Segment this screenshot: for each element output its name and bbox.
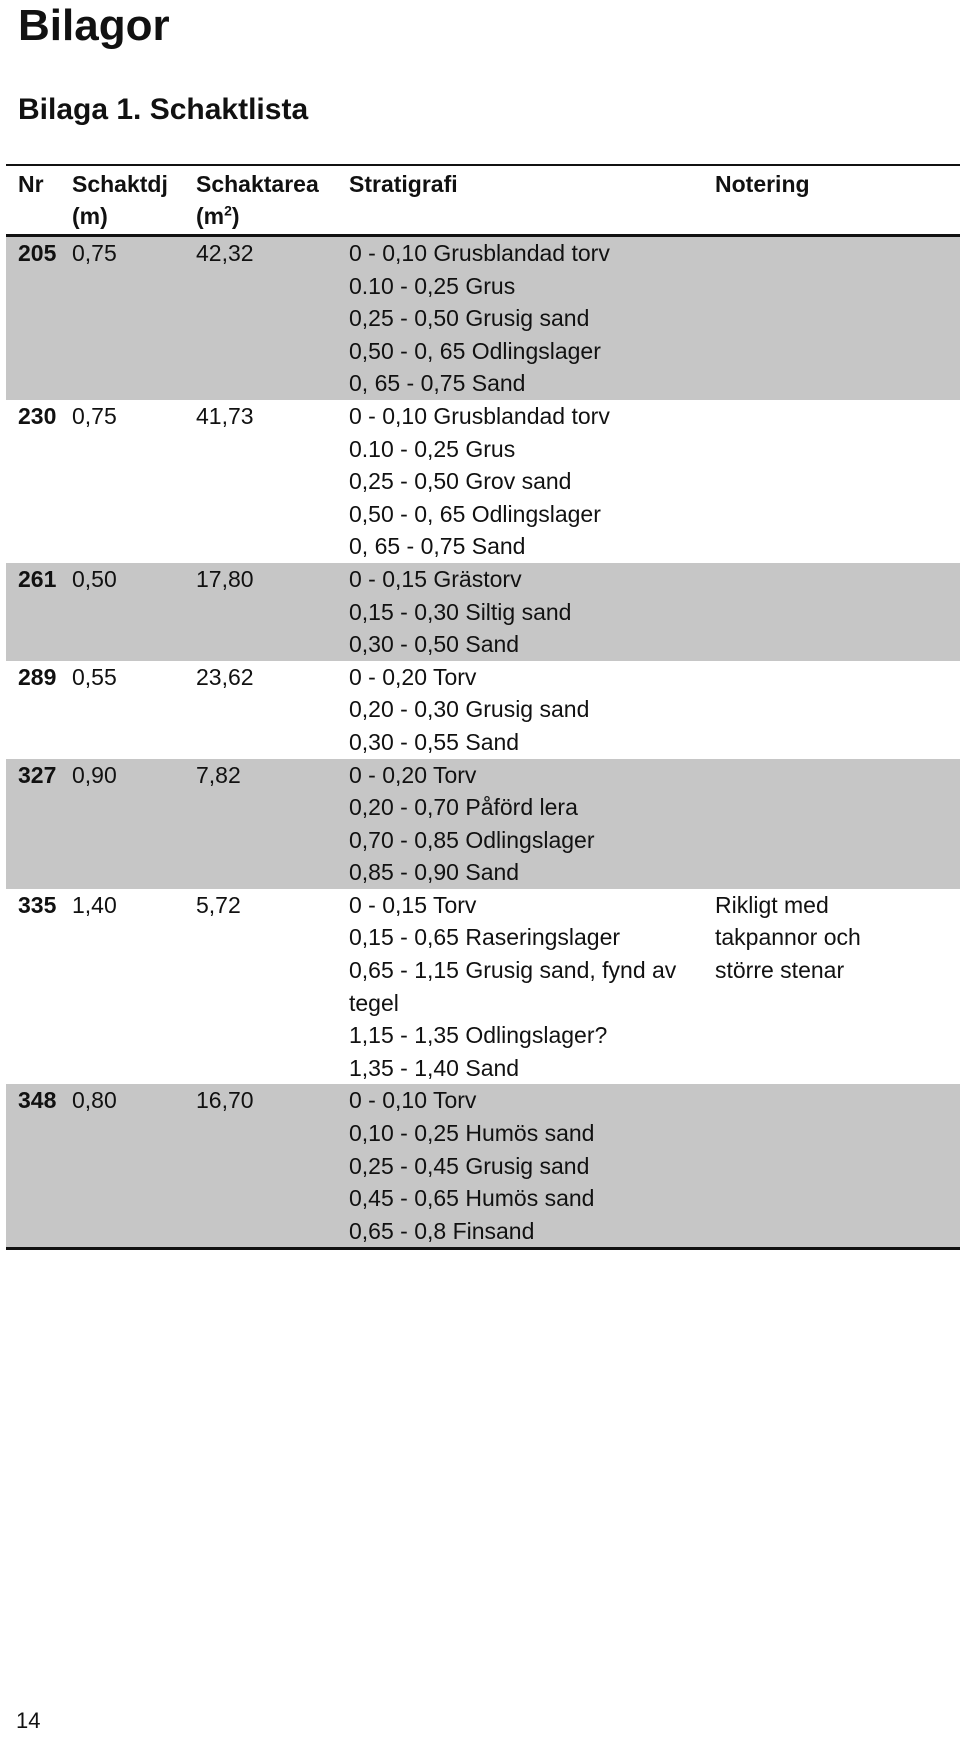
cell-schaktdjup: 0,50 [72, 565, 117, 592]
stratigrafi-layer: 0 - 0,10 Torv [349, 1087, 477, 1114]
header-schaktarea-unit: (m [196, 203, 225, 229]
table-row [6, 563, 960, 661]
notering-line: Rikligt med [715, 891, 829, 918]
stratigrafi-layer: 0,85 - 0,90 Sand [349, 859, 520, 886]
stratigrafi-layer: 0 - 0,10 Grusblandad torv [349, 240, 610, 266]
header-schaktdjup-line2: (m) [72, 203, 108, 229]
page-number: 14 [16, 1708, 41, 1733]
table-row [6, 400, 960, 563]
stratigrafi-layer: 0, 65 - 0,75 Sand [349, 533, 526, 560]
stratigrafi-layer: 0,45 - 0,65 Humös sand [349, 1185, 595, 1212]
cell-notering [715, 759, 960, 889]
cell-schaktdjup: 0,90 [72, 761, 117, 788]
header-schaktdjup [72, 165, 196, 236]
table-row [6, 759, 960, 889]
cell-schaktdjup: 0,75 [72, 402, 117, 429]
cell-stratigrafi [349, 236, 715, 400]
stratigrafi-layer: 0 - 0,15 Torv [349, 891, 477, 918]
table-row [6, 889, 960, 1085]
stratigrafi-layer: 0 - 0,20 Torv [349, 663, 477, 690]
cell-stratigrafi [349, 759, 715, 889]
stratigrafi-layer: 1,15 - 1,35 Odlingslager? [349, 1022, 608, 1049]
header-schaktarea-unit-sup: 2 [224, 202, 232, 219]
stratigrafi-layer: 0,25 - 0,45 Grusig sand [349, 1152, 590, 1179]
cell-stratigrafi [349, 889, 715, 1085]
stratigrafi-layer: 0, 65 - 0,75 Sand [349, 370, 526, 397]
page-title: Bilagor [18, 1, 170, 50]
stratigrafi-layer: 0,50 - 0, 65 Odlingslager [349, 500, 601, 527]
cell-schaktarea: 16,70 [196, 1087, 254, 1114]
cell-schaktarea: 7,82 [196, 761, 241, 788]
table-row [6, 1084, 960, 1248]
cell-nr: 348 [18, 1087, 57, 1114]
cell-schaktarea: 5,72 [196, 891, 241, 918]
schaktlista-table [6, 164, 960, 1250]
table-row [6, 661, 960, 759]
header-schaktarea-line1: Schaktarea [196, 171, 319, 197]
stratigrafi-layer: 0,65 - 1,15 Grusig sand, fynd av tegel [349, 957, 677, 1016]
stratigrafi-layer: 0,30 - 0,55 Sand [349, 728, 520, 755]
cell-notering [715, 661, 960, 759]
stratigrafi-layer: 1,35 - 1,40 Sand [349, 1054, 520, 1081]
cell-nr: 289 [18, 663, 57, 690]
notering-line: större stenar [715, 957, 845, 984]
cell-schaktarea: 42,32 [196, 240, 254, 266]
cell-nr: 261 [18, 565, 57, 592]
stratigrafi-layer: 0.10 - 0,25 Grus [349, 435, 516, 462]
stratigrafi-layer: 0,15 - 0,65 Raseringslager [349, 924, 621, 951]
stratigrafi-layer: 0 - 0,10 Grusblandad torv [349, 402, 610, 429]
cell-stratigrafi [349, 563, 715, 661]
table-body [6, 236, 960, 1249]
cell-nr: 335 [18, 891, 57, 918]
cell-schaktdjup: 1,40 [72, 891, 117, 918]
stratigrafi-layer: 0,65 - 0,8 Finsand [349, 1217, 535, 1244]
cell-notering [715, 889, 960, 1085]
cell-nr: 205 [18, 240, 57, 266]
cell-schaktarea: 41,73 [196, 402, 254, 429]
table-header-row [6, 165, 960, 236]
cell-stratigrafi [349, 661, 715, 759]
section-title: Bilaga 1. Schaktlista [18, 93, 309, 126]
cell-schaktdjup: 0,80 [72, 1087, 117, 1114]
header-nr: Nr [18, 171, 44, 197]
cell-stratigrafi [349, 400, 715, 563]
cell-schaktarea: 23,62 [196, 663, 254, 690]
header-notering: Notering [715, 171, 810, 197]
stratigrafi-layer: 0,30 - 0,50 Sand [349, 631, 520, 658]
header-schaktarea-line2 [196, 200, 349, 232]
cell-schaktdjup: 0,75 [72, 240, 117, 266]
header-schaktdjup-line1: Schaktdj [72, 171, 168, 197]
header-schaktarea-unit-close: ) [231, 203, 240, 229]
cell-stratigrafi [349, 1084, 715, 1248]
stratigrafi-layer: 0,20 - 0,70 Påförd lera [349, 794, 578, 821]
stratigrafi-layer: 0 - 0,20 Torv [349, 761, 477, 788]
stratigrafi-layer: 0.10 - 0,25 Grus [349, 272, 516, 299]
header-stratigrafi: Stratigrafi [349, 171, 458, 197]
cell-schaktdjup: 0,55 [72, 663, 117, 690]
stratigrafi-layer: 0,10 - 0,25 Humös sand [349, 1120, 595, 1147]
schaktlista-table-container [6, 164, 960, 1250]
stratigrafi-layer: 0,15 - 0,30 Siltig sand [349, 598, 572, 625]
cell-nr: 327 [18, 761, 57, 788]
stratigrafi-layer: 0,70 - 0,85 Odlingslager [349, 826, 595, 853]
cell-notering [715, 400, 960, 563]
cell-notering [715, 1084, 960, 1248]
cell-schaktarea: 17,80 [196, 565, 254, 592]
stratigrafi-layer: 0,20 - 0,30 Grusig sand [349, 696, 590, 723]
header-schaktarea [196, 165, 349, 236]
stratigrafi-layer: 0,25 - 0,50 Grov sand [349, 468, 572, 495]
stratigrafi-layer: 0,50 - 0, 65 Odlingslager [349, 337, 601, 364]
notering-line: takpannor och [715, 924, 861, 951]
stratigrafi-layer: 0 - 0,15 Grästorv [349, 565, 522, 592]
cell-nr: 230 [18, 402, 57, 429]
cell-notering [715, 563, 960, 661]
table-row [6, 236, 960, 400]
stratigrafi-layer: 0,25 - 0,50 Grusig sand [349, 305, 590, 332]
cell-notering [715, 236, 960, 400]
